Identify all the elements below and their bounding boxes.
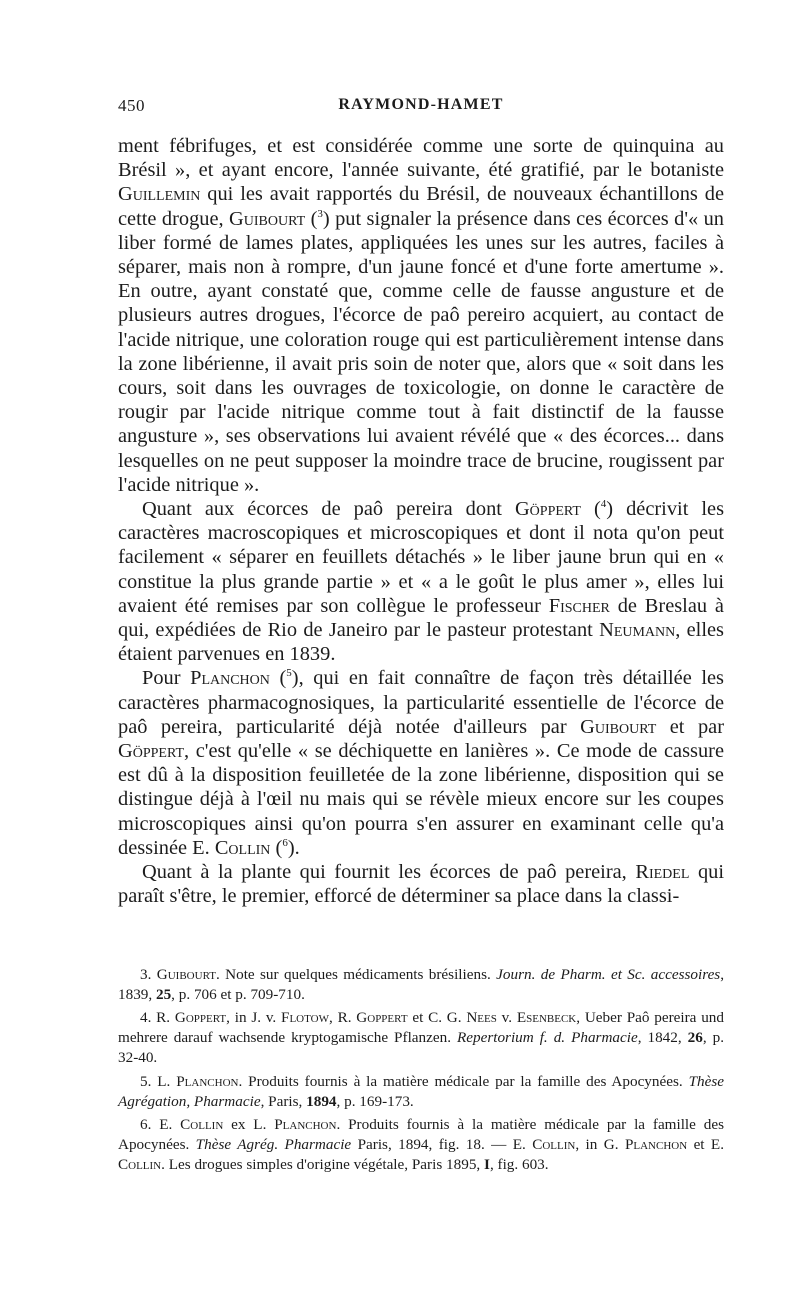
- text-run: Quant aux écorces de paô pereira dont: [142, 498, 515, 521]
- text-run: ex L.: [223, 1115, 275, 1133]
- volume-number: 1894: [306, 1092, 337, 1110]
- document-page: [118, 94, 724, 1179]
- paragraph: [118, 666, 724, 860]
- text-run: , c'est qu'elle « se déchiquette en lanières ». Ce mode de cassure est dû à la disposition feuilletée de la zone libérienne, disposition qui se distingue déjà à l'œil nu mais qui se révèle mieux encore sur les coupes microscopiques ainsi qu'on pourra s'en assurer en examinant celle qu'a dessinée E.: [118, 740, 724, 859]
- author-name: Collin: [214, 836, 271, 859]
- author-name: Collin: [118, 1156, 162, 1174]
- author-name: Guillemin: [118, 183, 201, 206]
- author-name: Collin: [180, 1115, 224, 1133]
- footnote: [118, 1115, 724, 1176]
- text-run: . Note sur quelques médicaments brésiliens.: [215, 965, 497, 983]
- body-text: [118, 134, 724, 909]
- text-run: [270, 837, 275, 859]
- author-name: Planchon: [274, 1115, 337, 1133]
- text-run: put signaler la présence dans ces écorces d'« un liber formé de lames plates, appliquées les unes sur les autres, faciles à séparer, mais non à rompre, d'un jaune foncé et d'une forte amertume ». En outre, ayant constaté que, comme celle de fausse angusture et de plusieurs autres drogues, l'écorce de paô pereiro acquiert, au contact de l'acide nitrique, une coloration rouge qui est particulièrement intense dans la zone libérienne, il avait pris soin de noter que, alors que « soit dans les cours, soit dans les ouvrages de toxicologie, on donne le caractère de rougir par l'acide nitrique comme tout à fait distinctif de la fausse angusture », ses observations lui avaient révélé que « des écorces... dans lesquelles on ne peut supposer la moindre trace de brucine, rougissent par l'acide nitrique ».: [118, 207, 724, 496]
- text-run: . Produits fournis à la matière médicale par la famille des Apocynées.: [238, 1072, 689, 1090]
- volume-number: 26: [687, 1029, 703, 1047]
- author-name: Guibourt: [229, 207, 306, 230]
- journal-title: Journ. de Pharm. et Sc. accessoires: [496, 965, 721, 983]
- text-run: , p. 706 et p. 709-710.: [171, 985, 305, 1003]
- author-name: Guibourt: [580, 715, 657, 738]
- footnote-reference: ($^6$): [275, 836, 295, 859]
- author-name: Planchon: [624, 1136, 688, 1154]
- text-run: 6. E.: [140, 1115, 181, 1133]
- text-run: , 1842,: [637, 1029, 688, 1047]
- text-run: qui les avait rapportés du Brésil, de nouveaux échantillons de cette drogue,: [118, 183, 724, 230]
- author-name: Neumann: [599, 619, 676, 642]
- running-head: [118, 94, 724, 126]
- text-run: 3.: [140, 965, 157, 983]
- text-run: , Paris,: [260, 1092, 307, 1110]
- text-run: [270, 667, 280, 689]
- text-run: , 1839,: [118, 965, 725, 1003]
- text-run: , p. 32-40.: [118, 1029, 724, 1067]
- text-run: qui paraît s'être, le premier, efforcé de déterminer sa place dans la classi-: [118, 861, 724, 908]
- text-run: , Ueber Paô pereira und mehrere darauf wachsende kryptogamische Pflanzen.: [118, 1008, 724, 1047]
- text-run: [305, 208, 310, 230]
- author-name: Goppert: [174, 1008, 227, 1026]
- footnote-reference: ($^5$): [279, 667, 299, 690]
- text-run: et C. G.: [407, 1008, 467, 1026]
- paragraph: [118, 497, 724, 666]
- text-run: ment fébrifuges, et est considérée comme une sorte de quinquina au Brésil », et ayant encore, l'année suivante, été gratifié, par le botaniste: [118, 135, 724, 182]
- footnote: [118, 1008, 724, 1069]
- footnotes: [118, 965, 724, 1176]
- text-run: , qui en fait connaître de façon très détaillée les caractères pharmacognosiques, la particularité essentielle de l'écorce de paô pereira, particularité déjà notée d'ailleurs par: [118, 667, 724, 738]
- footnote: [118, 1072, 724, 1112]
- author-name: Goppert: [356, 1008, 408, 1026]
- journal-title: Thèse Agrég. Pharmacie: [195, 1136, 352, 1154]
- text-run: v.: [496, 1008, 517, 1026]
- paragraph: [118, 860, 724, 908]
- author-name: Guibourt: [156, 965, 216, 983]
- footnote: [118, 965, 724, 1005]
- text-run: de Breslau à qui, expédiées de Rio de Janeiro par le pasteur protestant: [118, 594, 724, 642]
- author-name: Nees: [466, 1008, 497, 1026]
- text-run: . Les drogues simples d'origine végétale, Paris 1895,: [161, 1156, 485, 1174]
- author-name: Göppert: [514, 498, 581, 521]
- footnote-number: 5: [286, 667, 292, 680]
- journal-title: Thèse Agrégation, Pharmacie: [118, 1072, 725, 1110]
- paragraph: [118, 134, 724, 497]
- text-run: , p. 169-173.: [336, 1092, 414, 1110]
- author-name: Planchon: [190, 667, 270, 690]
- text-run: et par: [656, 715, 724, 738]
- text-run: . Produits fournis à la matière médicale par la famille des Apocynées.: [118, 1115, 724, 1154]
- running-title: RAYMOND-HAMET: [338, 96, 504, 113]
- text-run: Quant à la plante qui fournit les écorces de paô pereira,: [142, 861, 636, 884]
- author-name: Flotow: [281, 1008, 329, 1026]
- text-run: [581, 498, 594, 520]
- text-run: et E.: [687, 1136, 725, 1154]
- text-run: , in J. v.: [226, 1008, 282, 1026]
- author-name: Planchon: [176, 1072, 239, 1090]
- footnote-number: 3: [317, 207, 323, 220]
- text-run: Pour: [142, 667, 191, 690]
- footnote-number: 4: [600, 498, 607, 511]
- text-run: , fig. 603.: [489, 1156, 549, 1174]
- text-run: décrivit les caractères macroscopiques et microscopiques et dont il nota qu'on peut facilement « séparer en feuillets détachés » le liber jaune brun qui en « constitue la plus grande partie » et « a le goût le plus amer », elles lui avaient été remises par son collègue le professeur: [118, 498, 725, 617]
- journal-title: Repertorium f. d. Pharmacie: [456, 1029, 638, 1047]
- footnote-reference: ($^3$): [310, 207, 330, 230]
- text-run: , in G.: [575, 1136, 625, 1154]
- author-name: Fischer: [548, 594, 610, 617]
- text-run: .: [294, 836, 300, 859]
- volume-number: 25: [155, 985, 172, 1003]
- text-run: Paris, 1894, fig. 18. — E.: [351, 1136, 533, 1154]
- text-run: 4. R.: [140, 1008, 175, 1026]
- author-name: Göppert: [118, 740, 185, 763]
- author-name: Collin: [532, 1136, 576, 1154]
- text-run: , elles étaient parvenues en 1839.: [118, 619, 724, 666]
- text-run: , R.: [328, 1008, 357, 1026]
- text-run: 5. L.: [140, 1072, 177, 1090]
- volume-number: I: [484, 1156, 490, 1174]
- page-number: 450: [118, 96, 145, 115]
- author-name: Riedel: [635, 861, 690, 884]
- author-name: Esenbeck: [516, 1008, 577, 1026]
- footnote-number: 6: [282, 837, 288, 850]
- footnote-reference: ($^4$): [593, 498, 614, 521]
